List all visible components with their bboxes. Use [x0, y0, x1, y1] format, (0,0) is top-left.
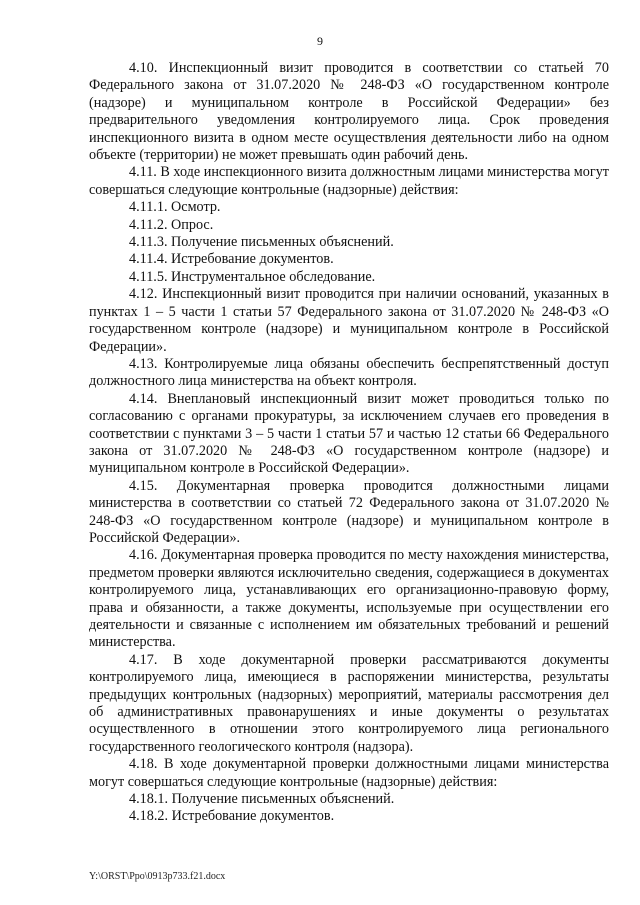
- file-path-footer: Y:\ORST\Ppo\0913p733.f21.docx: [89, 871, 226, 882]
- paragraph-4-14: 4.14. Внеплановый инспекционный визит может проводиться только по согласованию с органами прокуратуры, за исключением случаев его проведения в соответствии с пунктами 3 – 5 части 1 статьи 57 и частью 12 статьи 66 Федерального закона от 31.07.2020 № 248-ФЗ «О государственном контроле (надзоре) и муниципальном контроле в Российской Федерации».: [89, 390, 609, 477]
- list-item-4-18-2: 4.18.2. Истребование документов.: [129, 808, 335, 825]
- list-item-4-11-4: 4.11.4. Истребование документов.: [129, 251, 334, 268]
- list-item-4-11-2: 4.11.2. Опрос.: [129, 216, 214, 233]
- list-item-4-11-5: 4.11.5. Инструментальное обследование.: [129, 268, 376, 285]
- paragraph-4-17: 4.17. В ходе документарной проверки рассматриваются документы контролируемого лица, имеющиеся в распоряжении министерства, результаты предыдущих контрольных (надзорных) мероприятий, материалы рассмотрения дел об административных правонарушениях и иные документы о результатах осуществленного в отношении этого контролируемого лица регионального государственного геологического контроля (надзора).: [89, 651, 609, 755]
- paragraph-4-10: 4.10. Инспекционный визит проводится в соответствии со статьей 70 Федерального закона от 31.07.2020 № 248-ФЗ «О государственном контроле (надзоре) и муниципальном контроле в Российской Федерации» без предварительного уведомления контролируемого лица. Срок проведения инспекционного визита в одном месте осуществления деятельности либо на одном объекте (территории) не может превышать один рабочий день.: [89, 60, 609, 164]
- page-number: 9: [317, 34, 323, 48]
- list-item-4-11-1: 4.11.1. Осмотр.: [129, 199, 221, 216]
- paragraph-4-15: 4.15. Документарная проверка проводится должностными лицами министерства в соответствии со статьей 72 Федерального закона от 31.07.2020 № 248-ФЗ «О государственном контроле (надзоре) и муниципальном контроле в Российской Федерации».: [89, 477, 609, 546]
- paragraph-4-18: 4.18. В ходе документарной проверки должностными лицами министерства могут совершаться следующие контрольные (надзорные) действия:: [89, 756, 609, 790]
- paragraph-4-16: 4.16. Документарная проверка проводится по месту нахождения министерства, предметом проверки являются исключительно сведения, содержащиеся в документах контролируемого лица, устанавливающих его организационно-правовую форму, права и обязанности, а также документы, используемые при осуществлении его деятельности и связанные с исполнением им обязательных требований и решений министерства.: [89, 547, 609, 651]
- document-body: [89, 60, 609, 826]
- paragraph-4-13: 4.13. Контролируемые лица обязаны обеспечить беспрепятственный доступ должностного лица министерства на объект контроля.: [89, 355, 609, 390]
- list-item-4-18-1: 4.18.1. Получение письменных объяснений.: [129, 791, 395, 808]
- paragraph-4-11: 4.11. В ходе инспекционного визита должностным лицами министерства могут совершаться следующие контрольные (надзорные) действия:: [89, 164, 609, 198]
- paragraph-4-12: 4.12. Инспекционный визит проводится при наличии оснований, указанных в пунктах 1 – 5 части 1 статьи 57 Федерального закона от 31.07.2020 № 248-ФЗ «О государственном контроле (надзоре) и муниципальном контроле в Российской Федерации».: [89, 286, 609, 355]
- list-item-4-11-3: 4.11.3. Получение письменных объяснений.: [129, 234, 394, 251]
